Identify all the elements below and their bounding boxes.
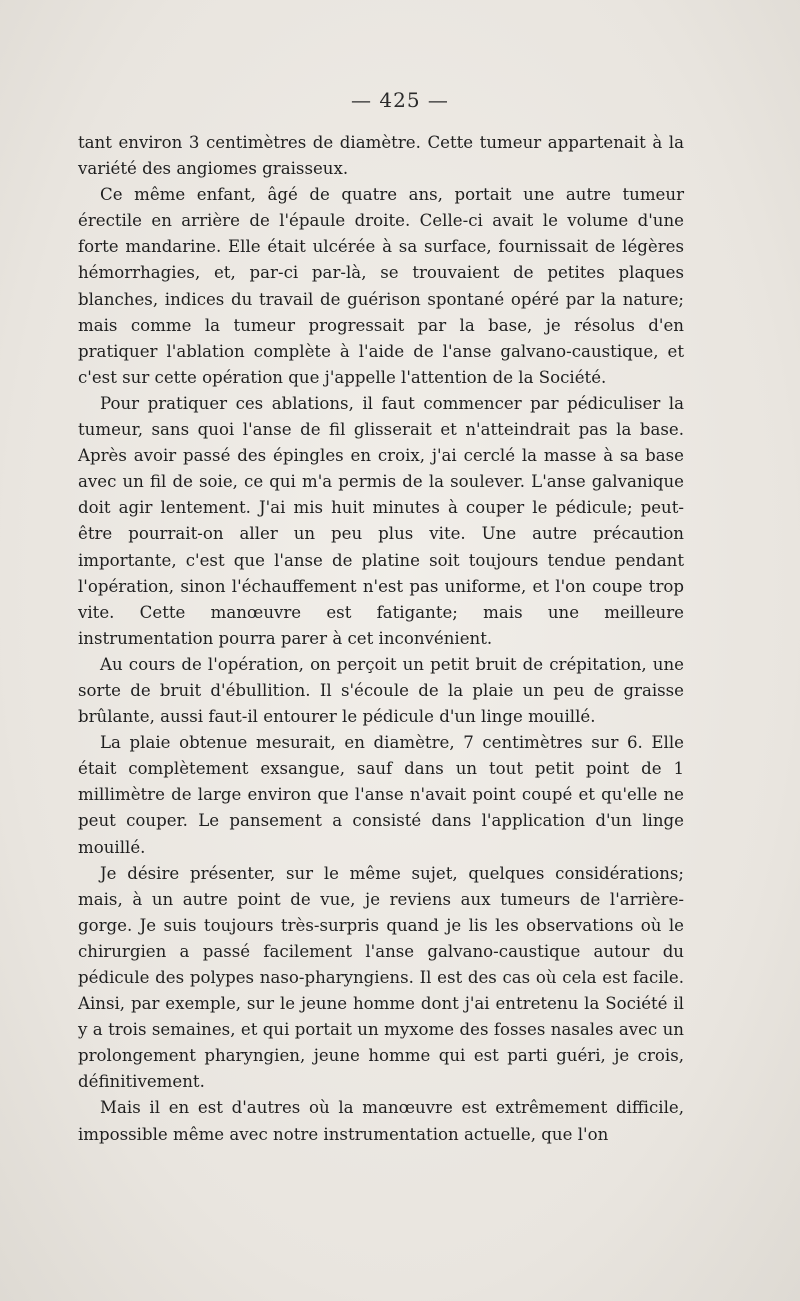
paragraph: tant environ 3 centimètres de diamètre. Cette tumeur appartenait à la variété des angiomes graisseux. [78, 133, 684, 179]
paragraph: Je désire présenter, sur le même sujet, quelques considérations; mais, à un autre point de vue, je reviens aux tumeurs de l'arrière-gorge. Je suis toujours très-surpris quand je lis les observations où le chirurgien a passé facilement l'anse galvano-caustique autour du pédicule des polypes naso-pharyngiens. Il est des cas où cela est facile. Ainsi, par exemple, sur le jeune homme dont j'ai entretenu la Société il y a trois semaines, et qui portait un myxome des fosses nasales avec un prolongement pharyngien, jeune homme qui est parti guéri, je crois, définitivement. [78, 863, 684, 1092]
paragraph: Pour pratiquer ces ablations, il faut commencer par pédiculiser la tumeur, sans quoi l'anse de fil glisserait et n'atteindrait pas la base. Après avoir passé des épingles en croix, j'ai cerclé la masse à sa base avec un fil de soie, ce qui m'a permis de la soulever. L'anse galvanique doit agir lentement. J'ai mis huit minutes à couper le pédicule; peut-être pourrait-on aller un peu plus vite. Une autre précaution importante, c'est que l'anse de platine soit toujours tendue pendant l'opération, sinon l'échauffement n'est pas uniforme, et l'on coupe trop vite. Cette manœuvre est fatigante; mais une meilleure instrumentation pourra parer à cet inconvénient. [78, 393, 684, 648]
page-number: — 425 — [351, 88, 449, 112]
paragraph: La plaie obtenue mesurait, en diamètre, 7 centimètres sur 6. Elle était complètement exsangue, sauf dans un tout petit point de 1 millimètre de large environ que l'anse n'avait point coupé et qu'elle ne peut couper. Le pansement a consisté dans l'application d'un linge mouillé. [78, 733, 684, 857]
paragraph: Mais il en est d'autres où la manœuvre est extrêmement difficile, impossible même avec notre instrumentation actuelle, que l'on [78, 1098, 684, 1144]
paragraph: Ce même enfant, âgé de quatre ans, portait une autre tumeur érectile en arrière de l'épaule droite. Celle-ci avait le volume d'une forte mandarine. Elle était ulcérée à sa surface, fournissait de légères hémorrhagies, et, par-ci par-là, se trouvaient de petites plaques blanches, indices du travail de guérison spontané opéré par la nature; mais comme la tumeur progressait par la base, je résolus d'en pratiquer l'ablation complète à l'aide de l'anse galvano-caustique, et c'est sur cette opération que j'appelle l'attention de la Société. [78, 185, 684, 387]
paragraph: Au cours de l'opération, on perçoit un petit bruit de crépitation, une sorte de bruit d'ébullition. Il s'écoule de la plaie un peu de graisse brûlante, aussi faut-il entourer le pédicule d'un linge mouillé. [78, 654, 684, 727]
body-text [78, 130, 684, 1148]
